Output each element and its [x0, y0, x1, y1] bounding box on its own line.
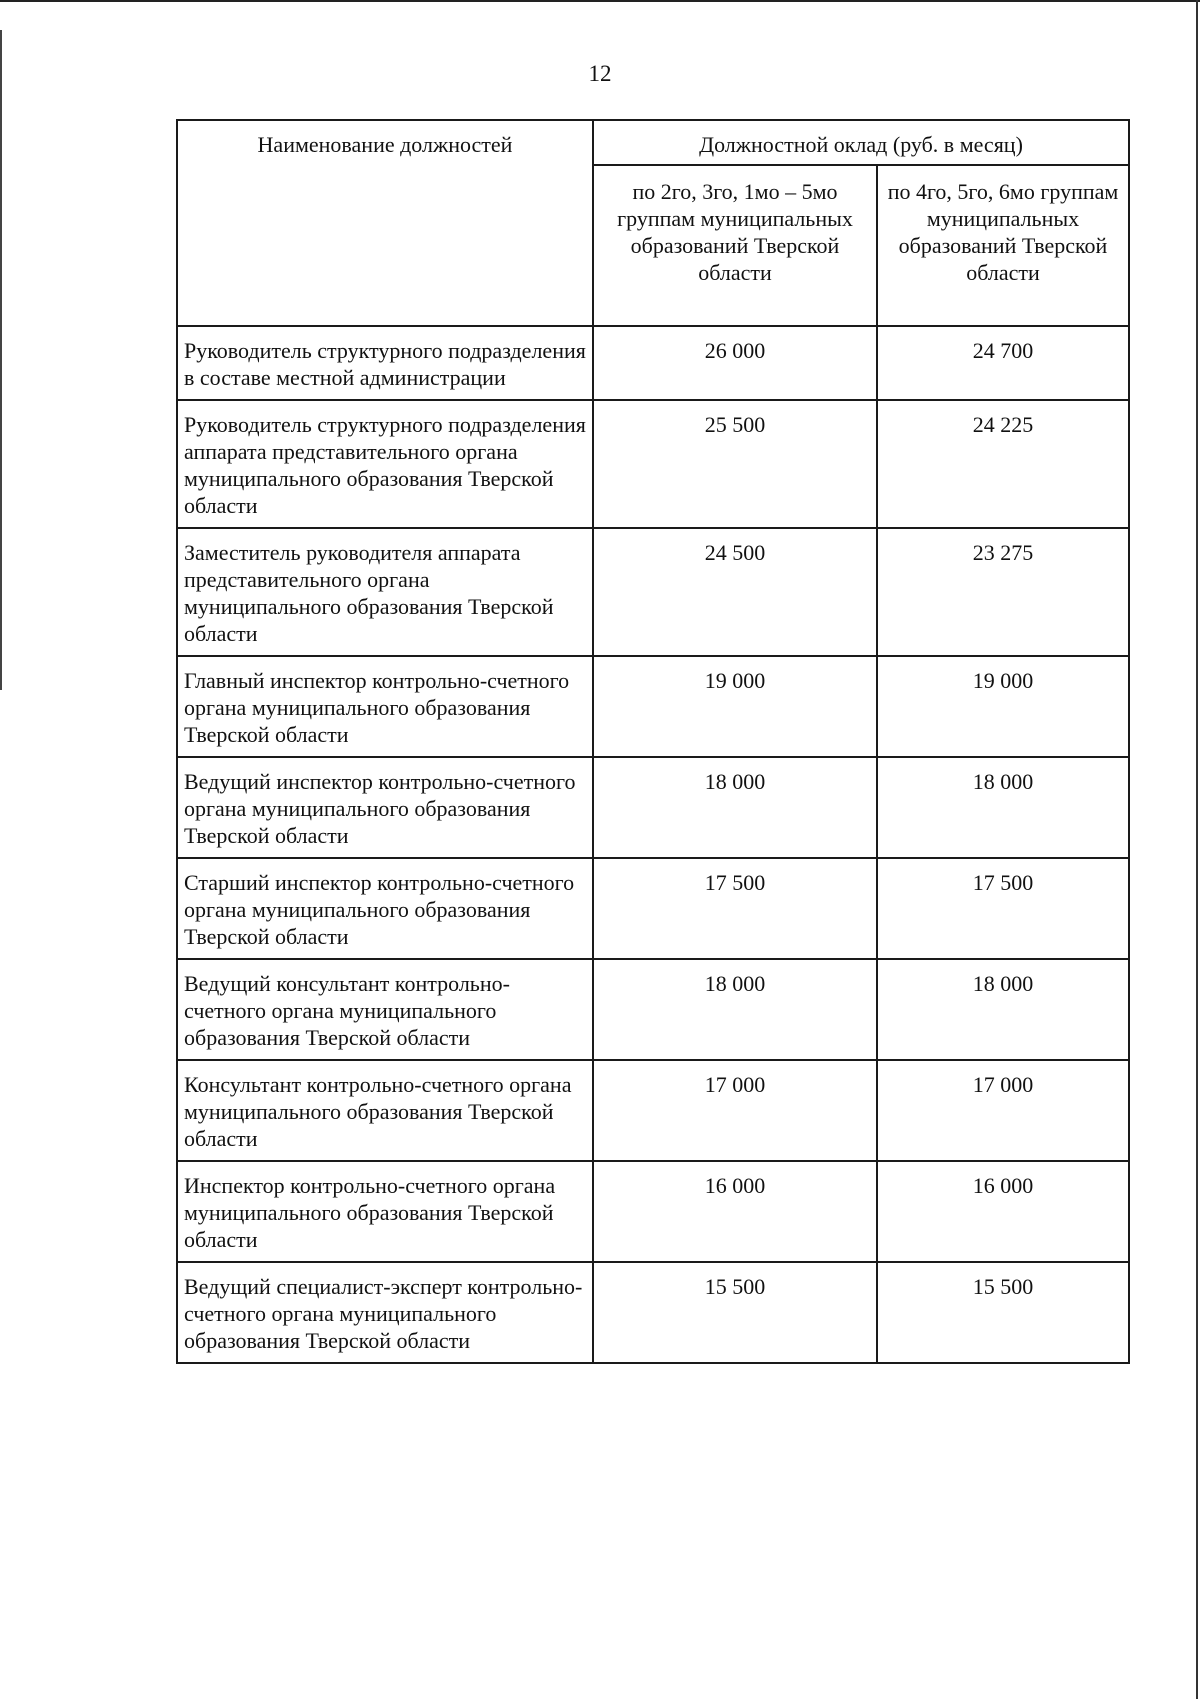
header-groups-a: по 2го, 3го, 1мо – 5мо группам муниципальных образований Тверской области [593, 165, 877, 326]
salary-table [176, 119, 1130, 1364]
position-name-cell: Консультант контрольно-счетного органа муниципального образования Тверской области [177, 1060, 593, 1161]
table-row [177, 858, 1129, 959]
salary-groups-a-cell: 19 000 [593, 656, 877, 757]
position-name-cell: Главный инспектор контрольно-счетного органа муниципального образования Тверской области [177, 656, 593, 757]
position-name-cell: Ведущий специалист-эксперт контрольно-счетного органа муниципального образования Тверской области [177, 1262, 593, 1363]
position-name-cell: Инспектор контрольно-счетного органа муниципального образования Тверской области [177, 1161, 593, 1262]
position-name-cell: Ведущий консультант контрольно-счетного органа муниципального образования Тверской области [177, 959, 593, 1060]
salary-groups-b-cell: 19 000 [877, 656, 1129, 757]
salary-groups-a-cell: 15 500 [593, 1262, 877, 1363]
salary-groups-b-cell: 17 000 [877, 1060, 1129, 1161]
table-body [177, 326, 1129, 1363]
salary-groups-b-cell: 15 500 [877, 1262, 1129, 1363]
table-row [177, 959, 1129, 1060]
table-row [177, 326, 1129, 400]
salary-groups-b-cell: 23 275 [877, 528, 1129, 656]
salary-groups-a-cell: 18 000 [593, 757, 877, 858]
salary-groups-b-cell: 18 000 [877, 959, 1129, 1060]
page-number: 12 [588, 61, 612, 86]
table-row [177, 400, 1129, 528]
salary-groups-b-cell: 18 000 [877, 757, 1129, 858]
salary-groups-b-cell: 24 225 [877, 400, 1129, 528]
position-name-cell: Старший инспектор контрольно-счетного органа муниципального образования Тверской области [177, 858, 593, 959]
salary-groups-a-cell: 24 500 [593, 528, 877, 656]
position-name-cell: Заместитель руководителя аппарата представительного органа муниципального образования Тверской области [177, 528, 593, 656]
scan-edge-left [0, 30, 2, 690]
salary-groups-a-cell: 17 500 [593, 858, 877, 959]
table-row [177, 1060, 1129, 1161]
position-name-cell: Руководитель структурного подразделения аппарата представительного органа муниципального образования Тверской области [177, 400, 593, 528]
table-header-row [177, 120, 1129, 165]
salary-groups-a-cell: 25 500 [593, 400, 877, 528]
salary-groups-a-cell: 26 000 [593, 326, 877, 400]
header-position-name: Наименование должностей [177, 120, 593, 326]
position-name-cell: Ведущий инспектор контрольно-счетного органа муниципального образования Тверской области [177, 757, 593, 858]
table-row [177, 1161, 1129, 1262]
table-row [177, 1262, 1129, 1363]
salary-groups-b-cell: 16 000 [877, 1161, 1129, 1262]
salary-groups-a-cell: 17 000 [593, 1060, 877, 1161]
salary-groups-a-cell: 16 000 [593, 1161, 877, 1262]
scan-edge-right [1196, 0, 1198, 1699]
salary-groups-a-cell: 18 000 [593, 959, 877, 1060]
header-groups-b: по 4го, 5го, 6мо группам муниципальных образований Тверской области [877, 165, 1129, 326]
header-salary-group: Должностной оклад (руб. в месяц) [593, 120, 1129, 165]
table-row [177, 528, 1129, 656]
position-name-cell: Руководитель структурного подразделения в составе местной администрации [177, 326, 593, 400]
salary-groups-b-cell: 17 500 [877, 858, 1129, 959]
salary-groups-b-cell: 24 700 [877, 326, 1129, 400]
table-row [177, 757, 1129, 858]
table-row [177, 656, 1129, 757]
scan-edge-top [0, 0, 1200, 2]
